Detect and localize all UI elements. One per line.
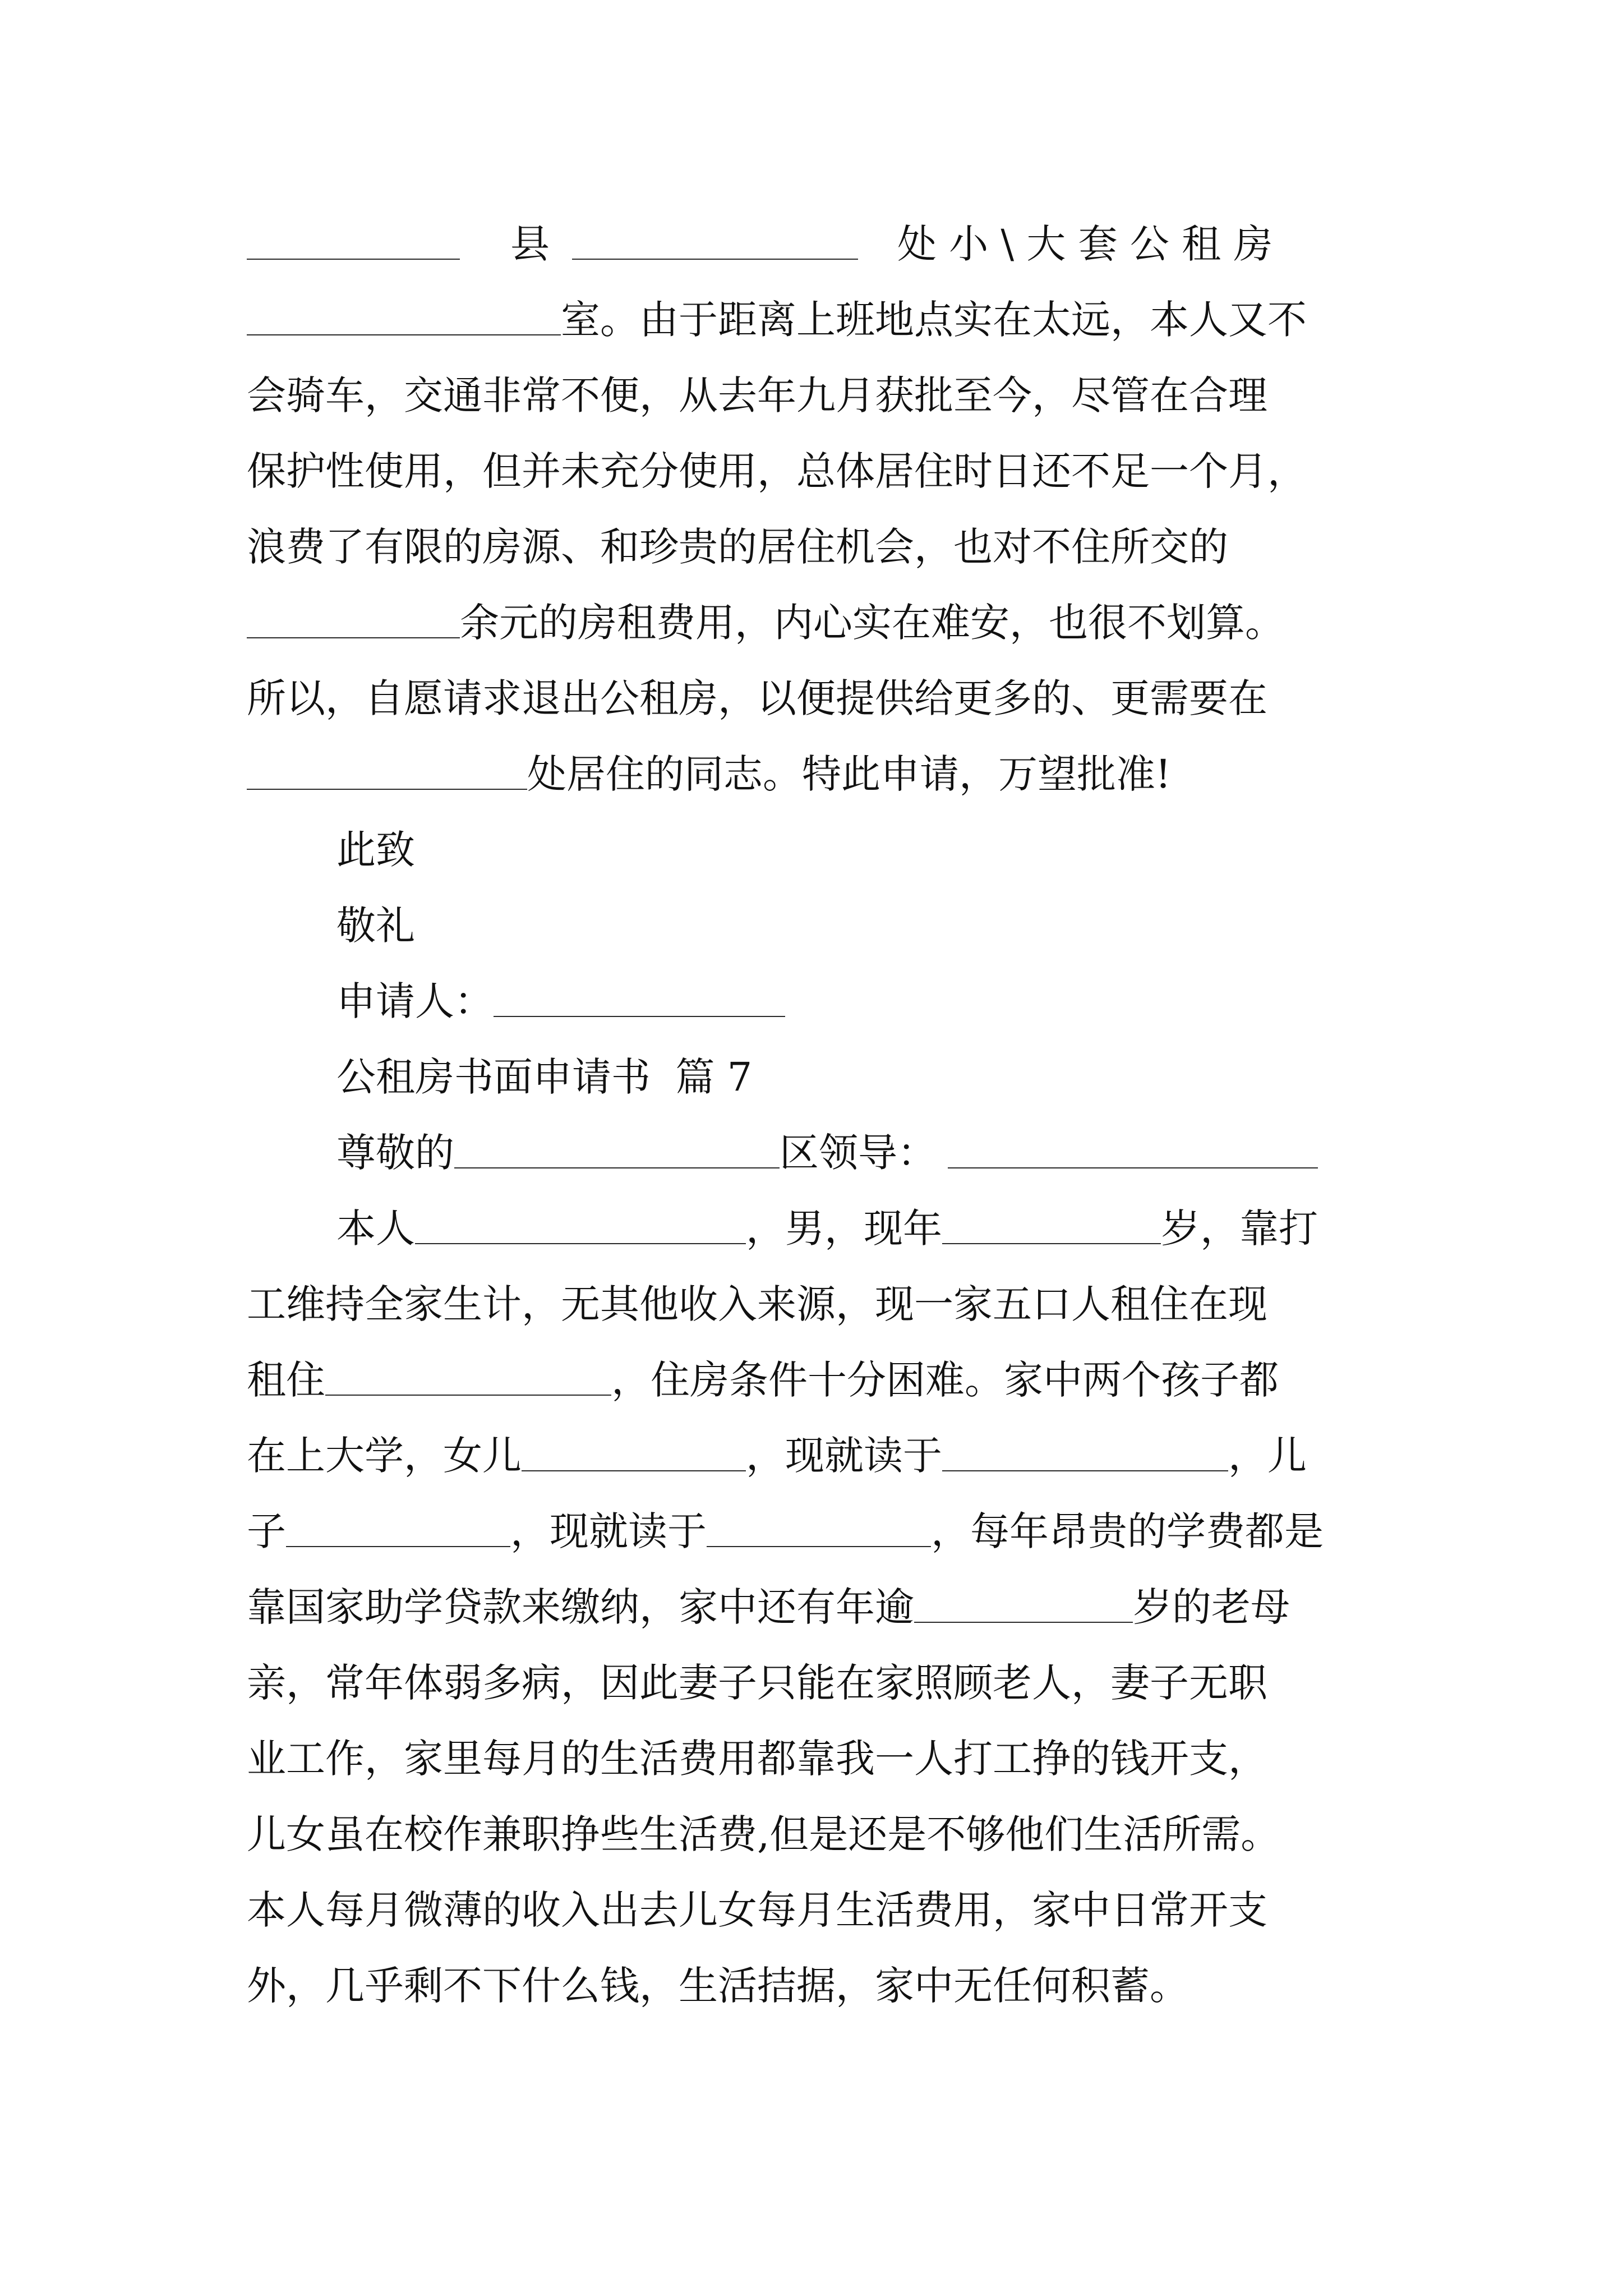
- text-line-24: 外，几乎剩不下什么钱，生活拮据，家中无任何积蓄。: [247, 1963, 1189, 2009]
- text-line-7: 所以，自愿请求退出公租房，以便提供给更多的、更需要在: [247, 675, 1267, 721]
- text-line-15: 工维持全家生计，无其他收入来源，现一家五口人租住在现: [247, 1281, 1267, 1327]
- text-line-1: 县 处 小 \ 大 套 公 租 房: [247, 213, 1391, 275]
- applicant-name-field[interactable]: [494, 978, 785, 1017]
- text-line-20: 亲，常年体弱多病，因此妻子只能在家照顾老人，妻子无职: [247, 1660, 1267, 1706]
- text-line-19: 靠国家助学贷款来缴纳，家中还有年逾 岁的老母: [247, 1584, 1290, 1630]
- blank-field[interactable]: [914, 1584, 1133, 1623]
- blank-field[interactable]: [522, 1433, 746, 1471]
- text-line-8: 处居住的同志。特此申请，万望批准!: [247, 743, 1391, 805]
- addressee-line: 尊敬的 区领导：: [336, 1122, 1481, 1184]
- blank-field[interactable]: [942, 1205, 1161, 1244]
- blank-field[interactable]: [247, 221, 460, 260]
- text-line-4: 保护性使用，但并未充分使用，总体居住时日还不足一个月，: [247, 448, 1307, 494]
- salutation-line: 此致: [336, 827, 415, 873]
- section-heading: 公租房书面申请书 篇 7: [336, 1054, 753, 1100]
- text-line-3: 会骑车，交通非常不便，从去年九月获批至今，尽管在合理: [247, 372, 1267, 418]
- blank-field[interactable]: [415, 1205, 746, 1244]
- text-line-22: 儿女虽在校作兼职挣些生活费,但是还是不够他们生活所需。: [247, 1811, 1280, 1857]
- office-room-text: 处 小 \ 大 套 公 租 房: [897, 221, 1273, 267]
- text-line-23: 本人每月微薄的收入出去儿女每月生活费用，家中日常开支: [247, 1887, 1267, 1933]
- blank-field[interactable]: [247, 297, 561, 335]
- text-line-16: 租住 ，住房条件十分困难。家中两个孩子都: [247, 1357, 1279, 1403]
- text-line-2: 室。由于距离上班地点实在太远，本人又不: [247, 289, 1391, 351]
- blank-field[interactable]: [948, 1130, 1318, 1168]
- blank-field[interactable]: [572, 221, 858, 260]
- blank-field[interactable]: [707, 1508, 931, 1547]
- blank-field[interactable]: [247, 600, 460, 638]
- text-line-21: 业工作，家里每月的生活费用都靠我一人打工挣的钱开支，: [247, 1736, 1267, 1782]
- applicant-line: 申请人：: [336, 970, 1481, 1032]
- text-line-17: 在上大学，女儿 ，现就读于 ，儿: [247, 1433, 1307, 1479]
- text-line-6: 余元的房租费用，内心实在难安，也很不划算。: [247, 592, 1391, 654]
- text-line-5: 浪费了有限的房源、和珍贵的居住机会，也对不住所交的: [247, 524, 1228, 570]
- text-line-14: 本人 ，男，现年 岁，靠打: [336, 1205, 1318, 1251]
- blank-field[interactable]: [247, 751, 527, 790]
- regards-line: 敬礼: [336, 903, 415, 949]
- blank-field[interactable]: [286, 1508, 510, 1547]
- blank-field[interactable]: [942, 1433, 1228, 1471]
- blank-field[interactable]: [454, 1130, 780, 1168]
- text-line-18: 子 ，现就读于 ，每年昂贵的学费都是: [247, 1508, 1324, 1554]
- blank-field[interactable]: [325, 1357, 611, 1396]
